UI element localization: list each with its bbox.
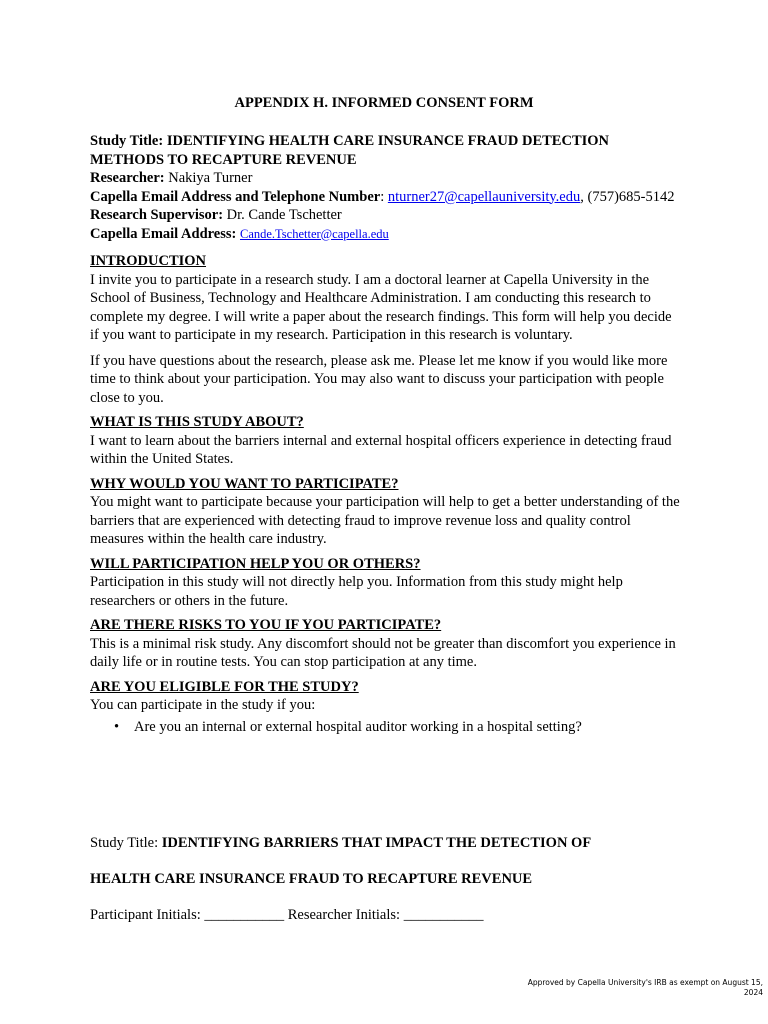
initials-line: Participant Initials: ___________ Researcher Initials: ___________ bbox=[90, 907, 484, 923]
footer-title-line-2: HEALTH CARE INSURANCE FRAUD TO RECAPTURE REVENUE bbox=[90, 871, 533, 887]
study-title-label: Study Title: bbox=[90, 133, 167, 149]
bullet-icon: • bbox=[114, 718, 120, 735]
researcher-label: Researcher: bbox=[90, 170, 165, 186]
appendix-title: APPENDIX H. INFORMED CONSENT FORM bbox=[234, 95, 534, 111]
eligibility-item-text: Are you an internal or external hospital auditor working in a hospital setting? bbox=[134, 718, 582, 735]
risks-heading: ARE THERE RISKS TO YOU IF YOU PARTICIPATE? bbox=[90, 617, 442, 633]
supervisor-email-line bbox=[90, 225, 682, 244]
why-heading: WHY WOULD YOU WANT TO PARTICIPATE? bbox=[90, 475, 399, 492]
study-title bbox=[90, 132, 682, 169]
approval-line-1: Approved by Capella University's IRB as exempt on August 15, bbox=[527, 978, 763, 987]
footer-title-line-1: IDENTIFYING BARRIERS THAT IMPACT THE DETECTION OF bbox=[161, 835, 592, 851]
help-text: Participation in this study will not directly help you. Information from this study might help researchers or others in the future. bbox=[90, 574, 623, 609]
supervisor-email-link[interactable]: Cande.Tschetter@capella.edu bbox=[239, 226, 389, 241]
intro-paragraph-1: I invite you to participate in a research study. I am a doctoral learner at Capella University in the School of Business, Technology and Healthcare Administration. I am conducting this research to complete my degree. I will write a paper about the research findings. This form will help you decide if you want to participate in my research. Participation in this research is voluntary. bbox=[90, 271, 672, 343]
eligible-text: You can participate in the study if you: bbox=[90, 697, 316, 713]
researcher-phone: , (757)685-5142 bbox=[580, 188, 675, 205]
intro-paragraph-2: If you have questions about the research, please ask me. Please let me know if you would like more time to think about your participation. You may also want to discuss your participation with people close to you. bbox=[90, 352, 668, 406]
help-heading: WILL PARTICIPATION HELP YOU OR OTHERS? bbox=[90, 555, 421, 572]
contact-colon: : bbox=[380, 188, 388, 205]
researcher-email-link[interactable]: nturner27@capellauniversity.edu bbox=[387, 188, 581, 205]
footer-title-label: Study Title: bbox=[90, 835, 162, 851]
researcher-line bbox=[90, 169, 682, 188]
list-item bbox=[114, 718, 682, 737]
intro-heading: INTRODUCTION bbox=[90, 253, 207, 269]
eligible-heading: ARE YOU ELIGIBLE FOR THE STUDY? bbox=[90, 678, 359, 695]
about-heading: WHAT IS THIS STUDY ABOUT? bbox=[90, 414, 304, 430]
irb-approval-note bbox=[463, 978, 763, 998]
contact-line bbox=[90, 188, 682, 207]
researcher-name: Nakiya Turner bbox=[164, 170, 253, 186]
form-body bbox=[90, 132, 682, 736]
study-title-value: IDENTIFYING HEALTH CARE INSURANCE FRAUD DETECTION METHODS TO RECAPTURE REVENUE bbox=[90, 133, 610, 168]
about-text: I want to learn about the barriers internal and external hospital officers experience in detecting fraud within the United States. bbox=[90, 432, 672, 467]
approval-line-2: 2024 bbox=[743, 988, 763, 997]
supervisor-email-label: Capella Email Address: bbox=[90, 225, 237, 242]
footer-study-title bbox=[90, 834, 730, 853]
supervisor-label: Research Supervisor: bbox=[90, 207, 224, 223]
supervisor-line bbox=[90, 206, 682, 225]
eligibility-list bbox=[90, 718, 682, 737]
risks-text: This is a minimal risk study. Any discomfort should not be greater than discomfort you experience in daily life or in routine tests. You can stop participation at any time. bbox=[90, 635, 676, 670]
supervisor-name: Dr. Cande Tschetter bbox=[223, 207, 342, 223]
contact-label: Capella Email Address and Telephone Number bbox=[90, 188, 381, 205]
why-text: You might want to participate because your participation will help to get a better understanding of the barriers that are experienced with detecting fraud to improve revenue loss and quality control measures within the health care industry. bbox=[90, 494, 680, 547]
